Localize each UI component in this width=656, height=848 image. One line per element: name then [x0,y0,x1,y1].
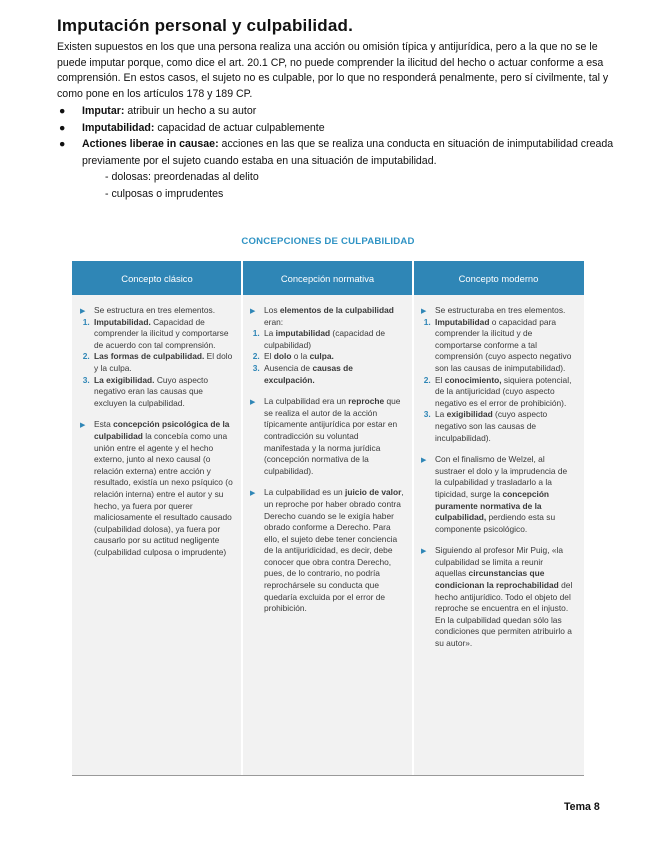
cell-term: Imputabilidad. [94,316,151,327]
page-title: Imputación personal y culpabilidad. [57,16,354,35]
header-concepto-clasico: Concepto clásico [72,261,242,295]
cell-term: imputabilidad [275,328,331,339]
definition-text: acciones en las que se realiza una conducta en situación de inimputabilidad creada previamente por el sujeto cuando estaba en una situación de imputabilidad. [82,138,614,167]
table-caption: CONCEPCIONES DE CULPABILIDAD [241,236,415,247]
numbered-list [250,328,405,386]
cell-term: culpa. [309,351,334,362]
cell-text: El dolo y la culpa. [94,351,233,373]
cell-text: Con el finalismo de Welzel, al sustraer el dolo y la imprudencia de la culpabilidad y trasladarlo a la tipicidad, surge la [435,454,568,499]
triangle-bullet-icon: ▶ [250,399,256,407]
cell-text: , un reproche por haber obrado contra Derecho cuando se le exigía haber obrado conforme a Derecho. Para ello, el sujeto debe tener conciencia de la antijuridicidad, es decir, debe conocer que obra contra Derecho, pues, de lo contrario, no podría reprochársele su conducta que quedaría excluida por el error de prohibición. [264,487,404,614]
cell-term: La exigibilidad. [94,374,155,385]
sub-item: - dolosas: preordenadas al delito [105,171,259,184]
cell-text: que se realiza el autor de la acción típicamente antijurídica por estar en contradicción su voluntad manifestada y la norma jurídica (concepción normativa de la culpabilidad). [264,396,401,476]
bullet-icon: ● [59,121,66,134]
cell-text: Esta [94,419,114,430]
list-item [433,409,576,444]
list-item [421,545,576,649]
cell-term: dolo [273,351,292,362]
list-item [80,419,234,558]
triangle-bullet-icon: ▶ [250,308,256,315]
definition-term: Actiones liberae in causae: [82,138,219,151]
numbered-list [80,317,234,410]
bullet-icon: ● [59,138,66,151]
header-concepcion-normativa: Concepción normativa [242,261,413,295]
list-item [80,305,234,317]
cell-content [242,295,413,615]
cell-text: Se estructuraba en tres elementos. [435,305,566,315]
definition-term: Imputabilidad: [82,121,155,134]
cell-text: La [435,409,447,420]
cell-text: El [264,351,274,362]
cell-text: Ausencia de [264,362,313,373]
list-item [421,454,576,535]
list-item [262,363,405,386]
cell-text: La culpabilidad era un [264,396,349,407]
cell-term: exigibilidad [446,409,493,420]
list-item [250,396,405,477]
column-divider [412,261,414,775]
cell-term: causas de excuIpación. [264,362,353,385]
concepts-table [72,261,584,776]
cell-text: Se estructura en tres elementos. [94,305,216,315]
triangle-bullet-icon: ▶ [80,422,86,430]
list-item [57,136,617,169]
definition-text: atribuir un hecho a su autor [124,105,257,117]
list-item [57,120,617,137]
column-concepcion-normativa [242,295,413,775]
cell-content [413,295,584,650]
triangle-bullet-icon: ▶ [250,490,256,498]
triangle-bullet-icon: ▶ [421,457,427,465]
cell-text: Capacidad de comprender la ilicitud y comportarse de acuerdo con tal comprensión. [94,316,229,350]
definitions-list [57,103,617,203]
triangle-bullet-icon: ▶ [421,548,427,556]
cell-term: conocimiento, [444,374,502,385]
sub-item: - culposas o imprudentes [105,187,224,200]
definition-term: Imputar: [82,105,125,117]
list-item [262,351,405,363]
list-item [262,328,405,351]
cell-text: Cuyo aspecto negativo eran las causas que excluyen la culpabilidad. [94,374,209,408]
cell-text: La culpabilidad es un [264,487,346,498]
list-item [57,103,617,120]
list-item [433,375,576,410]
list-item [250,487,405,615]
triangle-bullet-icon: ▶ [80,308,86,315]
cell-term: Las formas de culpabilidad. [94,351,205,362]
list-item [92,317,234,352]
cell-term: circunstancias que condicionan la reprochabilidad [435,568,559,591]
cell-term: concepción psicológica de la culpabilidad [94,419,230,441]
cell-term: concepción puramente normativa de la culpabilidad, [435,488,550,523]
cell-term: Imputabilidad [435,316,490,327]
cell-text: La [264,328,276,339]
bullet-icon: ● [59,105,66,117]
column-divider [241,261,243,775]
definition-text: capacidad de actuar culpablemente [154,121,325,134]
list-item [92,351,234,374]
cell-term: elementos de la culpabilidad [279,305,394,315]
intro-text: Existen supuestos en los que una persona realiza una acción ou omisión típica y antijurídica, pero a la que no se le puede imputar porque, como dice el art. 20.1 CP, no puede comprender la ilicitud del hecho o actuar conforme a esa comprensión. En estos casos, el sujeto no es culpable, por lo que no responderá penalmente, pero sí civilmente, tal y como pone en los artículos 178 y 189 CP. [57,41,609,100]
cell-text: Siguiendo al profesor Mir Puig, «la culpabilidad se limita a reunir aquellas [435,545,564,579]
cell-text: eran: [264,316,284,327]
cell-text: siquiera potencial, de la antijuricidad (cuyo aspecto negativo es el error de prohibición). [435,374,572,408]
cell-term: reproche [348,396,385,407]
cell-text: perdiendo esta su componente psicológico. [435,512,556,534]
cell-text: la concebía como una unión entre el agente y el hecho externo, junto al nexo causal (o relación externa) entre acción y resultado, existía un nexo psíquico (o relación interna) entre el autor y su hecho, ya fuera por querer maliciosamente el resultado causado (culpabilidad dolosa), ya fuera por causarlo por su actitud negligente (culpabilidad culposa o imprudente) [94,430,233,557]
list-item [92,375,234,410]
cell-text: o la [291,351,310,362]
table-header-row [72,261,584,295]
header-concepto-moderno: Concepto moderno [413,261,584,295]
intro-paragraph [57,40,617,102]
cell-text: Los [264,305,280,315]
cell-text: (capacidad de culpabilidad) [264,328,386,350]
cell-term: juicio de valor [345,487,402,498]
list-item [433,317,576,375]
triangle-bullet-icon: ▶ [421,308,427,315]
cell-text: (cuyo aspecto negativo son las causas de inculpabilidad). [435,409,548,443]
column-concepto-clasico [72,295,242,775]
cell-text: o capacidad para comprender la ilicitud y de comportarse conforme a tal comprensión (cuyo aspecto negativo son las causas de inimputabilidad). [435,316,572,373]
cell-text: del hecho antijurídico. Todo el objeto del reproche se encuentra en el injusto. En la culpabilidad quedan sólo las condiciones que permiten atribuirlo a su autor». [435,580,573,649]
list-item [250,305,405,328]
list-item [421,305,576,317]
column-concepto-moderno [413,295,584,775]
cell-content [72,295,242,558]
page-footer: Tema 8 [564,801,600,813]
cell-text: El [435,374,445,385]
numbered-list [421,317,576,445]
